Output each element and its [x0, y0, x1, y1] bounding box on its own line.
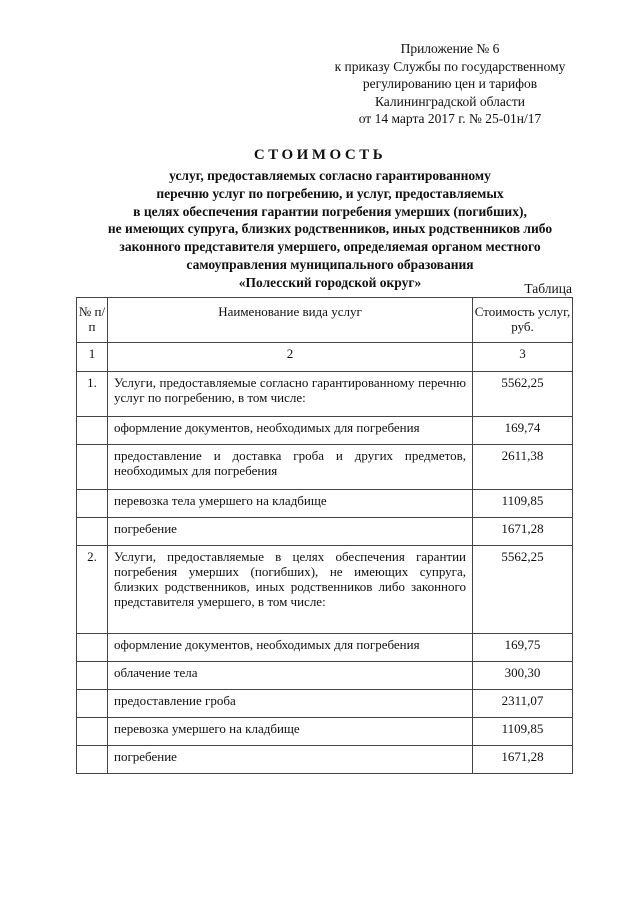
header-cost: Стоимость услуг, руб.: [473, 298, 573, 343]
row-number: [77, 518, 108, 546]
appendix-line: регулированию цен и тарифов: [362, 76, 538, 91]
row-service-name: предоставление и доставка гроба и других предметов, необходимых для погребения: [108, 445, 473, 490]
row-service-name: облачение тела: [108, 662, 473, 690]
table-row: [77, 718, 573, 746]
table-row: [77, 518, 573, 546]
row-number: [77, 662, 108, 690]
subtitle-line: перечню услуг по погребению, и услуг, предоставляемых: [156, 185, 504, 201]
row-service-name: перевозка тела умершего на кладбище: [108, 490, 473, 518]
document-title: СТОИМОСТЬ: [253, 147, 387, 163]
services-cost-table: [76, 297, 573, 774]
appendix-header: [300, 40, 600, 128]
appendix-line: к приказу Службы по государственному: [334, 58, 566, 74]
row-cost: 2611,38: [473, 445, 573, 490]
appendix-line: от 14 марта 2017 г. № 25-01н/17: [358, 111, 542, 126]
row-number: 1.: [77, 372, 108, 417]
row-number: [77, 445, 108, 490]
table-row: [77, 372, 573, 417]
column-number-row: [77, 343, 573, 372]
appendix-line: Калининградской области: [374, 93, 526, 109]
subtitle-line: услуг, предоставляемых согласно гарантированному: [169, 168, 491, 183]
table-row: [77, 662, 573, 690]
row-service-name: предоставление гроба: [108, 690, 473, 718]
table-row: [77, 417, 573, 445]
row-service-name: оформление документов, необходимых для погребения: [108, 634, 473, 662]
row-service-name: оформление документов, необходимых для погребения: [108, 417, 473, 445]
row-number: 2.: [77, 546, 108, 634]
row-number: [77, 634, 108, 662]
row-cost: 169,74: [473, 417, 573, 445]
row-cost: 169,75: [473, 634, 573, 662]
row-service-name: Услуги, предоставляемые в целях обеспечения гарантии погребения умерших (погибших), не имеющих супруга, близких родственников, иных родственников либо законного представителя умершего, в том числе:: [108, 546, 473, 634]
row-cost: 5562,25: [473, 372, 573, 417]
row-cost: 1109,85: [473, 718, 573, 746]
row-cost: 300,30: [473, 662, 573, 690]
document-subtitle: [50, 167, 610, 292]
row-service-name: перевозка умершего на кладбище: [108, 718, 473, 746]
subtitle-line: самоуправления муниципального образования: [186, 256, 474, 272]
row-cost: 1671,28: [473, 746, 573, 774]
table-row: [77, 746, 573, 774]
subtitle-line: законного представителя умершего, определяемая органом местного: [119, 239, 541, 255]
column-number: 2: [108, 343, 473, 372]
row-number: [77, 690, 108, 718]
row-number: [77, 746, 108, 774]
subtitle-line: не имеющих супруга, близких родственников, иных родственников либо: [107, 221, 553, 237]
row-cost: 5562,25: [473, 546, 573, 634]
table-row: [77, 445, 573, 490]
header-name: Наименование вида услуг: [108, 298, 473, 343]
row-cost: 2311,07: [473, 690, 573, 718]
row-cost: 1671,28: [473, 518, 573, 546]
table-row: [77, 546, 573, 634]
table-header-row: [77, 298, 573, 343]
row-number: [77, 490, 108, 518]
row-service-name: Услуги, предоставляемые согласно гарантированному перечню услуг по погребению, в том числе:: [108, 372, 473, 417]
header-num: № п/п: [77, 298, 108, 343]
subtitle-line: «Полесский городской округ»: [238, 274, 422, 290]
column-number: 3: [473, 343, 573, 372]
table-row: [77, 690, 573, 718]
row-service-name: погребение: [108, 518, 473, 546]
table-row: [77, 490, 573, 518]
table-label: Таблица: [524, 281, 572, 296]
appendix-line: Приложение № 6: [400, 41, 500, 56]
row-cost: 1109,85: [473, 490, 573, 518]
subtitle-line: в целях обеспечения гарантии погребения умерших (погибших),: [133, 203, 527, 219]
column-number: 1: [77, 343, 108, 372]
row-number: [77, 718, 108, 746]
row-number: [77, 417, 108, 445]
row-service-name: погребение: [108, 746, 473, 774]
table-row: [77, 634, 573, 662]
